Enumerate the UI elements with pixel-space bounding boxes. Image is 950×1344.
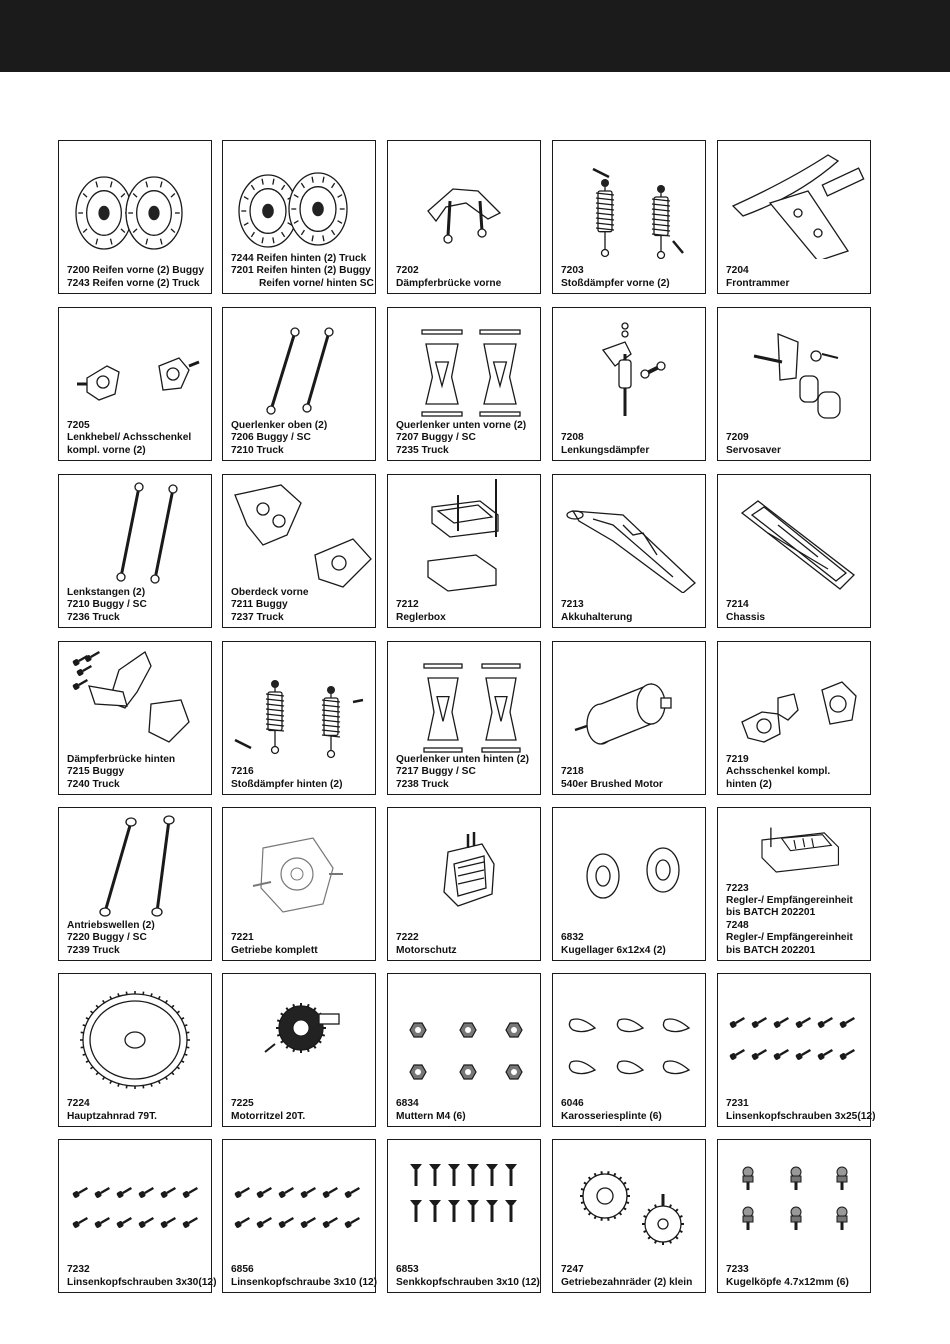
caption-line: Kugelköpfe 4.7x12mm (6) [726, 1276, 849, 1288]
caption-line: 7204 [726, 265, 749, 277]
part-cell [552, 973, 706, 1127]
caption-line: 7233 [726, 1264, 749, 1276]
caption-line: 7211 Buggy [231, 599, 288, 611]
caption-line: 7225 [231, 1098, 254, 1110]
caption-line: Reglerbox [396, 611, 446, 623]
caption-line: Antriebswellen (2) [67, 919, 155, 931]
rear-tires-icon [223, 141, 375, 259]
caption-line: Hauptzahnrad 79T. [67, 1110, 158, 1122]
caption-line: Kugellager 6x12x4 (2) [561, 944, 666, 956]
caption-line: Chassis [726, 611, 766, 623]
part-caption [726, 1264, 866, 1289]
caption-line: 7210 Truck [231, 444, 284, 456]
caption-line: 7237 Truck [231, 611, 284, 623]
caption-line: 7215 Buggy [67, 766, 125, 778]
part-caption [396, 1098, 536, 1123]
part-cell [717, 474, 871, 628]
caption-line: Regler-/ Empfängereinheit [726, 894, 853, 906]
caption-line: Karosseriesplinte (6) [561, 1110, 662, 1122]
part-cell [387, 140, 541, 294]
caption-line: 6046 [561, 1098, 584, 1110]
part-caption [67, 420, 207, 457]
caption-line: Querlenker unten vorne (2) [396, 419, 527, 431]
caption-line: Motorschutz [396, 944, 457, 956]
caption-line: Getriebe komplett [231, 944, 318, 956]
steering-rods-icon [59, 475, 211, 593]
part-cell [552, 807, 706, 961]
caption-line: 7223 [726, 882, 749, 894]
rear-hubs-icon [718, 642, 870, 760]
caption-line: 7216 [231, 766, 254, 778]
part-cell [552, 140, 706, 294]
esc-receiver-icon [718, 808, 870, 888]
caption-line: Servosaver [726, 444, 781, 456]
caption-line: 7200 Reifen vorne (2) Buggy [67, 265, 205, 277]
caption-line: 6834 [396, 1098, 419, 1110]
caption-line: 7244 Reifen hinten (2) Truck [231, 252, 367, 264]
screws-30-icon [59, 1140, 211, 1258]
caption-line: Stoßdämpfer vorne (2) [561, 277, 670, 289]
caption-line: Lenkstangen (2) [67, 586, 146, 598]
part-cell [552, 474, 706, 628]
part-cell [717, 1139, 871, 1293]
part-caption [231, 252, 374, 290]
front-shocks-icon [553, 141, 705, 259]
caption-line: 7218 [561, 766, 584, 778]
battery-holder-icon [553, 475, 705, 593]
caption-line: 7248 [726, 919, 749, 931]
part-cell [717, 140, 871, 294]
caption-line: 7212 [396, 599, 419, 611]
part-cell [222, 973, 376, 1127]
part-cell [552, 1139, 706, 1293]
body-clips-icon [553, 974, 705, 1092]
part-cell [58, 973, 212, 1127]
rear-lower-arms-icon [388, 642, 540, 760]
caption-line: Frontrammer [726, 277, 790, 289]
caption-line: 7232 [67, 1264, 90, 1276]
part-caption [396, 754, 536, 791]
part-cell [222, 1139, 376, 1293]
caption-line: 7214 [726, 599, 749, 611]
caption-line: 7208 [561, 432, 584, 444]
nuts-icon [388, 974, 540, 1092]
caption-line: 7213 [561, 599, 584, 611]
caption-line: Stoßdämpfer hinten (2) [231, 778, 343, 790]
caption-line: Dämpferbrücke vorne [396, 277, 502, 289]
part-caption [231, 587, 371, 624]
caption-line: Regler-/ Empfängereinheit [726, 932, 853, 944]
part-caption [67, 265, 207, 290]
caption-line: Linsenkopfschrauben 3x25(12) [726, 1110, 876, 1122]
part-caption [561, 1264, 701, 1289]
caption-line: 7231 [726, 1098, 749, 1110]
part-caption [231, 932, 371, 957]
part-caption [231, 766, 371, 791]
part-caption [396, 420, 536, 457]
caption-line: Querlenker oben (2) [231, 419, 328, 431]
caption-line: 7238 Truck [396, 778, 449, 790]
part-cell [552, 641, 706, 795]
front-tires-icon [59, 141, 211, 259]
part-cell [222, 641, 376, 795]
part-cell [387, 973, 541, 1127]
part-caption [67, 920, 207, 957]
part-caption [231, 1264, 378, 1289]
ball-bearings-icon [553, 808, 705, 926]
caption-line: 7236 Truck [67, 611, 120, 623]
caption-line: 7209 [726, 432, 749, 444]
caption-line: 7221 [231, 932, 254, 944]
gearbox-gears-icon [553, 1140, 705, 1258]
caption-line: Dämpferbrücke hinten [67, 753, 176, 765]
part-cell [552, 307, 706, 461]
part-cell [58, 307, 212, 461]
esc-box-icon [388, 475, 540, 593]
caption-line: bis BATCH 202201 [726, 944, 816, 956]
servo-saver-icon [718, 308, 870, 426]
part-caption [396, 1264, 540, 1289]
part-cell [717, 973, 876, 1127]
part-cell [222, 474, 376, 628]
caption-line: 7220 Buggy / SC [67, 932, 147, 944]
front-lower-arms-icon [388, 308, 540, 426]
caption-line: Oberdeck vorne [231, 586, 309, 598]
caption-line: Reifen vorne/ hinten SC [259, 277, 374, 289]
part-caption [231, 420, 371, 457]
caption-line: bis BATCH 202201 [726, 907, 816, 919]
part-caption [561, 932, 701, 957]
part-cell [387, 307, 541, 461]
part-cell [222, 307, 376, 461]
caption-line: Motorritzel 20T. [231, 1110, 306, 1122]
part-cell [387, 1139, 541, 1293]
part-caption [67, 587, 207, 624]
upper-links-icon [223, 308, 375, 426]
part-caption [396, 265, 536, 290]
part-cell [58, 474, 212, 628]
part-cell [387, 807, 541, 961]
caption-line: hinten (2) [726, 778, 772, 790]
part-caption [231, 1098, 371, 1123]
part-caption [726, 883, 866, 957]
caption-line: Linsenkopfschrauben 3x30(12) [67, 1276, 217, 1288]
caption-line: 7205 [67, 419, 90, 431]
part-cell [717, 807, 871, 961]
caption-line: Akkuhalterung [561, 611, 633, 623]
pinion-gear-icon [223, 974, 375, 1092]
part-caption [396, 599, 536, 624]
caption-line: Lenkhebel/ Achsschenkel [67, 432, 192, 444]
caption-line: 7235 Truck [396, 444, 449, 456]
caption-line: 7247 [561, 1264, 584, 1276]
part-caption [561, 432, 701, 457]
brushed-motor-icon [553, 642, 705, 760]
caption-line: Getriebezahnräder (2) klein [561, 1276, 693, 1288]
front-upper-deck-icon [223, 475, 375, 593]
drive-shafts-icon [59, 808, 211, 926]
spur-gear-icon [59, 974, 211, 1092]
caption-line: 7222 [396, 932, 419, 944]
shock-tower-rear-icon [59, 642, 211, 760]
caption-line: Senkkopfschrauben 3x10 (12) [396, 1276, 540, 1288]
caption-line: kompl. vorne (2) [67, 444, 146, 456]
caption-line: 6832 [561, 932, 584, 944]
caption-line: Querlenker unten hinten (2) [396, 753, 530, 765]
part-caption [396, 932, 536, 957]
motor-guard-icon [388, 808, 540, 926]
part-cell [717, 641, 871, 795]
part-caption [726, 265, 866, 290]
part-caption [561, 766, 701, 791]
part-caption [67, 1098, 207, 1123]
part-cell [58, 1139, 217, 1293]
part-caption [561, 1098, 701, 1123]
chassis-icon [718, 475, 870, 593]
part-caption [726, 1098, 876, 1123]
part-caption [561, 599, 701, 624]
part-caption [561, 265, 701, 290]
caption-line: 7206 Buggy / SC [231, 432, 311, 444]
screws-10-icon [223, 1140, 375, 1258]
caption-line: 6853 [396, 1264, 419, 1276]
caption-line: 7240 Truck [67, 778, 120, 790]
part-cell [387, 474, 541, 628]
caption-line: Linsenkopfschraube 3x10 (12) [231, 1276, 378, 1288]
ball-heads-icon [718, 1140, 870, 1258]
shock-tower-front-icon [388, 141, 540, 259]
gearbox-icon [223, 808, 375, 926]
part-caption [726, 754, 866, 791]
caption-line: 7243 Reifen vorne (2) Truck [67, 277, 200, 289]
screws-25-icon [718, 974, 870, 1092]
caption-line: 540er Brushed Motor [561, 778, 663, 790]
countersunk-screws-icon [388, 1140, 540, 1258]
part-caption [726, 432, 866, 457]
front-bumper-icon [718, 141, 870, 259]
steering-damper-icon [553, 308, 705, 426]
part-caption [726, 599, 866, 624]
caption-line: 7224 [67, 1098, 90, 1110]
caption-line: 7202 [396, 265, 419, 277]
part-cell [58, 140, 212, 294]
part-caption [67, 1264, 217, 1289]
part-cell [58, 641, 212, 795]
caption-line: Achsschenkel kompl. [726, 766, 831, 778]
part-cell [387, 641, 541, 795]
steering-knuckles-icon [59, 308, 211, 426]
part-cell [222, 140, 376, 294]
caption-line: 6856 [231, 1264, 254, 1276]
caption-line: 7217 Buggy / SC [396, 766, 476, 778]
caption-line: Muttern M4 (6) [396, 1110, 466, 1122]
caption-line: 7219 [726, 753, 749, 765]
caption-line: Lenkungsdämpfer [561, 444, 650, 456]
caption-line: 7203 [561, 265, 584, 277]
part-cell [717, 307, 871, 461]
caption-line: 7210 Buggy / SC [67, 599, 147, 611]
caption-line: 7207 Buggy / SC [396, 432, 476, 444]
part-cell [58, 807, 212, 961]
caption-line: 7239 Truck [67, 944, 120, 956]
rear-shocks-icon [223, 642, 375, 760]
part-caption [67, 754, 207, 791]
part-cell [222, 807, 376, 961]
caption-line: 7201 Reifen hinten (2) Buggy [231, 265, 371, 277]
